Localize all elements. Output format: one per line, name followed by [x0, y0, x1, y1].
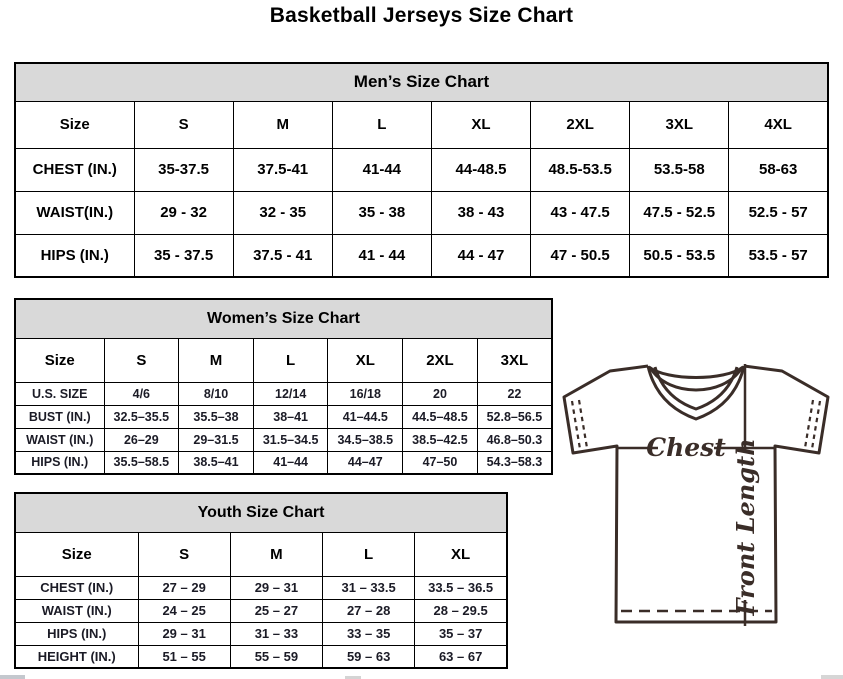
table-cell: 32 - 35: [233, 191, 332, 234]
table-cell: 24 – 25: [138, 599, 230, 622]
youth-chart-title: Youth Size Chart: [15, 493, 507, 532]
table-cell: 29–31.5: [179, 428, 254, 451]
row-label: WAIST (IN.): [15, 599, 138, 622]
table-cell: 47.5 - 52.5: [630, 191, 729, 234]
page-title: Basketball Jerseys Size Chart: [269, 4, 574, 27]
table-cell: 37.5-41: [233, 148, 332, 191]
row-label: HIPS (IN.): [15, 234, 134, 277]
table-cell: 47–50: [403, 451, 478, 474]
table-cell: 35.5–38: [179, 405, 254, 428]
table-cell: 59 – 63: [323, 645, 415, 668]
table-cell: 12/14: [253, 382, 328, 405]
table-cell: 27 – 28: [323, 599, 415, 622]
row-label: HIPS (IN.): [15, 451, 104, 474]
scrollbar-fragment-left: [0, 675, 25, 679]
table-cell: 4/6: [104, 382, 179, 405]
row-label: HIPS (IN.): [15, 622, 138, 645]
table-cell: 25 – 27: [230, 599, 322, 622]
table-cell: 47 - 50.5: [531, 234, 630, 277]
womens-col-header-m: M: [179, 338, 254, 382]
mens-col-header-xl: XL: [431, 101, 530, 148]
scrollbar-fragment-right: [821, 675, 843, 679]
mens-col-header-size: Size: [15, 101, 134, 148]
table-cell: 52.5 - 57: [729, 191, 828, 234]
right-cuff-stitch: [805, 400, 820, 449]
mens-col-header-s: S: [134, 101, 233, 148]
table-cell: 41-44: [332, 148, 431, 191]
table-cell: 29 - 32: [134, 191, 233, 234]
table-cell: 48.5-53.5: [531, 148, 630, 191]
table-cell: 38 - 43: [431, 191, 530, 234]
row-label: WAIST (IN.): [15, 428, 104, 451]
table-cell: 28 – 29.5: [415, 599, 507, 622]
table-cell: 22: [477, 382, 552, 405]
table-cell: 33 – 35: [323, 622, 415, 645]
table-cell: 34.5–38.5: [328, 428, 403, 451]
womens-col-header-xl: XL: [328, 338, 403, 382]
table-cell: 35 - 37.5: [134, 234, 233, 277]
jersey-outline: [564, 366, 828, 622]
table-cell: 8/10: [179, 382, 254, 405]
mens-col-header-3xl: 3XL: [630, 101, 729, 148]
womens-col-header-s: S: [104, 338, 179, 382]
table-cell: 26–29: [104, 428, 179, 451]
table-cell: 44 - 47: [431, 234, 530, 277]
table-cell: 46.8–50.3: [477, 428, 552, 451]
chest-label: Chest: [646, 433, 726, 462]
row-label: WAIST(IN.): [15, 191, 134, 234]
youth-col-header-l: L: [323, 532, 415, 576]
table-cell: 33.5 – 36.5: [415, 576, 507, 599]
table-cell: 35-37.5: [134, 148, 233, 191]
table-cell: 38.5–41: [179, 451, 254, 474]
table-cell: 29 – 31: [230, 576, 322, 599]
table-cell: 29 – 31: [138, 622, 230, 645]
womens-col-header-l: L: [253, 338, 328, 382]
row-label: CHEST (IN.): [15, 148, 134, 191]
row-label: HEIGHT (IN.): [15, 645, 138, 668]
table-cell: 52.8–56.5: [477, 405, 552, 428]
mens-col-header-m: M: [233, 101, 332, 148]
mens-chart-title: Men’s Size Chart: [15, 63, 828, 101]
table-cell: 20: [403, 382, 478, 405]
mens-col-header-l: L: [332, 101, 431, 148]
womens-col-header-3xl: 3XL: [477, 338, 552, 382]
table-cell: 35.5–58.5: [104, 451, 179, 474]
front-length-label: Front Length: [731, 438, 760, 616]
table-cell: 58-63: [729, 148, 828, 191]
table-cell: 44-48.5: [431, 148, 530, 191]
table-cell: 44–47: [328, 451, 403, 474]
row-label: CHEST (IN.): [15, 576, 138, 599]
mens-col-header-4xl: 4XL: [729, 101, 828, 148]
table-cell: 44.5–48.5: [403, 405, 478, 428]
left-cuff-stitch: [572, 400, 587, 449]
youth-col-header-xl: XL: [415, 532, 507, 576]
table-cell: 27 – 29: [138, 576, 230, 599]
table-cell: 50.5 - 53.5: [630, 234, 729, 277]
womens-col-header-2xl: 2XL: [403, 338, 478, 382]
table-cell: 63 – 67: [415, 645, 507, 668]
mens-col-header-2xl: 2XL: [531, 101, 630, 148]
table-cell: 31 – 33.5: [323, 576, 415, 599]
table-cell: 53.5-58: [630, 148, 729, 191]
table-cell: 16/18: [328, 382, 403, 405]
youth-col-header-size: Size: [15, 532, 138, 576]
table-cell: 54.3–58.3: [477, 451, 552, 474]
table-cell: 35 – 37: [415, 622, 507, 645]
table-cell: 35 - 38: [332, 191, 431, 234]
table-cell: 38–41: [253, 405, 328, 428]
table-cell: 41 - 44: [332, 234, 431, 277]
youth-col-header-m: M: [230, 532, 322, 576]
row-label: BUST (IN.): [15, 405, 104, 428]
table-cell: 37.5 - 41: [233, 234, 332, 277]
table-cell: 31 – 33: [230, 622, 322, 645]
youth-col-header-s: S: [138, 532, 230, 576]
table-cell: 31.5–34.5: [253, 428, 328, 451]
table-cell: 53.5 - 57: [729, 234, 828, 277]
table-cell: 51 – 55: [138, 645, 230, 668]
collar-back-arc-outer: [649, 367, 743, 378]
womens-col-header-size: Size: [15, 338, 104, 382]
table-cell: 43 - 47.5: [531, 191, 630, 234]
table-cell: 41–44.5: [328, 405, 403, 428]
table-cell: 41–44: [253, 451, 328, 474]
table-cell: 38.5–42.5: [403, 428, 478, 451]
table-cell: 55 – 59: [230, 645, 322, 668]
row-label: U.S. SIZE: [15, 382, 104, 405]
table-cell: 32.5–35.5: [104, 405, 179, 428]
womens-chart-title: Women’s Size Chart: [15, 299, 552, 338]
